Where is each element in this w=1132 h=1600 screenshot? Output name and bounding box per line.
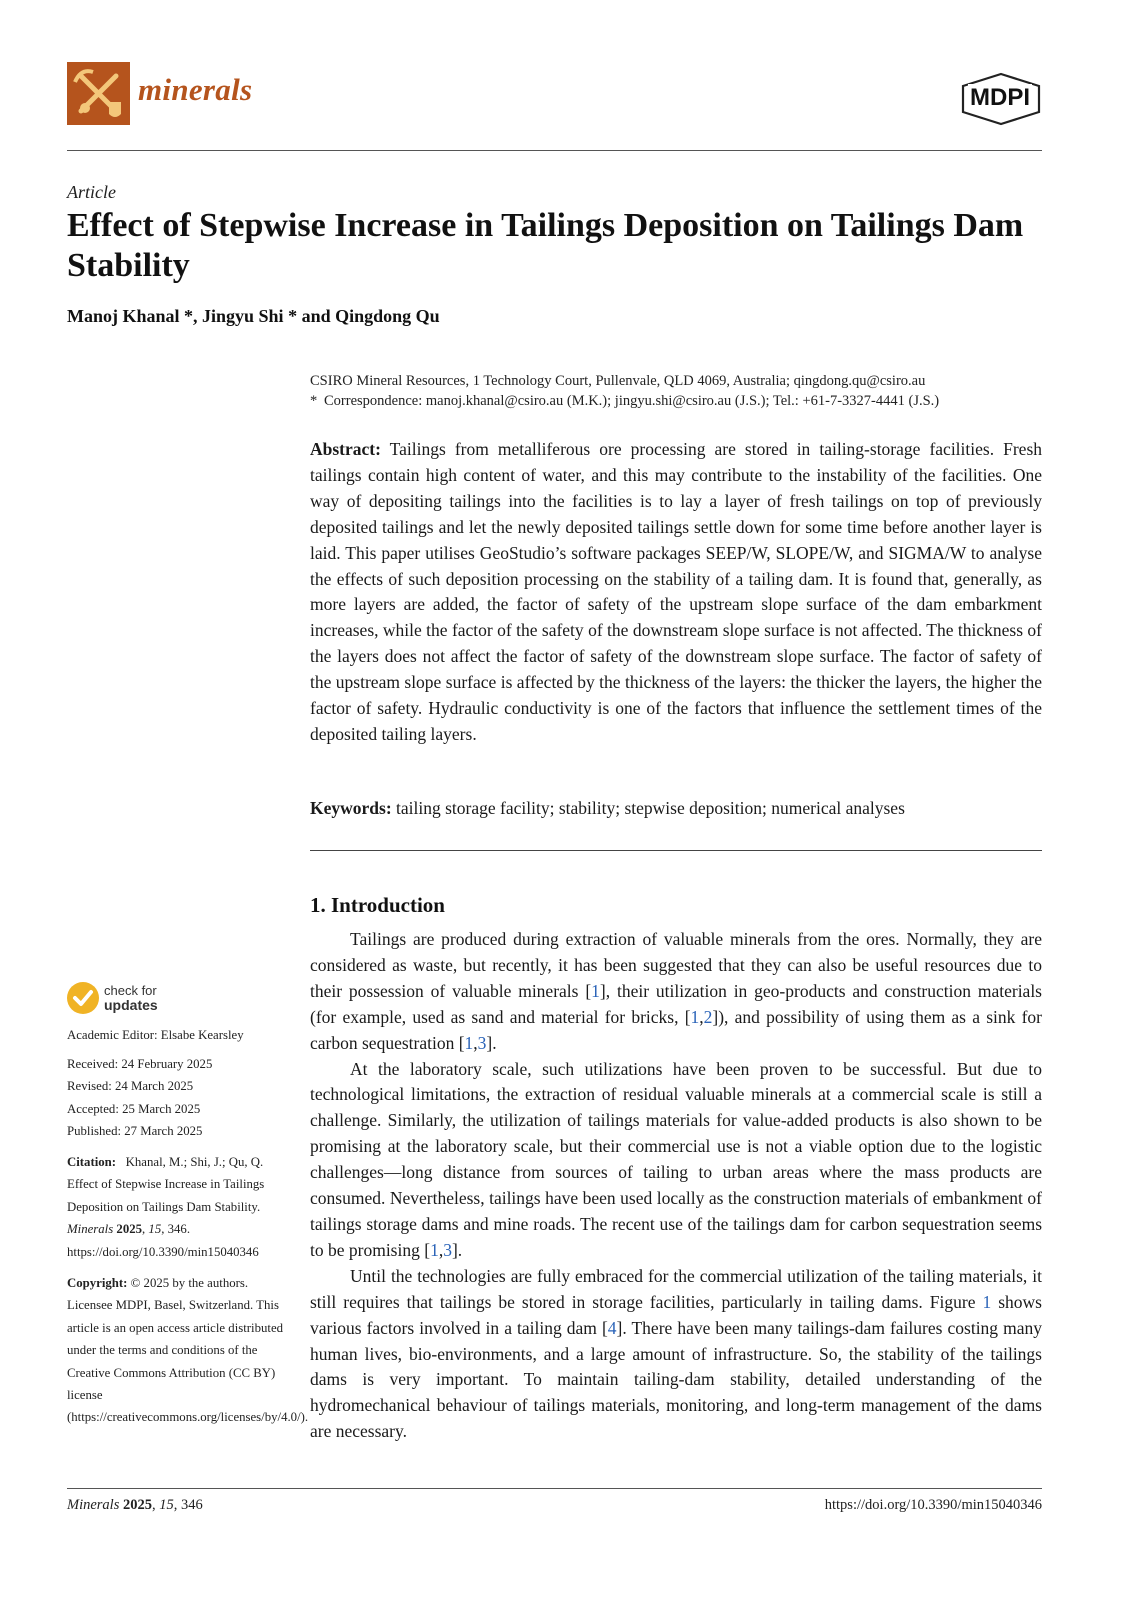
text: , xyxy=(438,1239,444,1260)
text: Tailings are produced during extraction of valuable minerals from the ores. Normally, they are considered as waste, but recently, it has been suggested that they can also be useful resources due to their possession of valuable minerals [ xyxy=(310,929,1042,1001)
text: Until the technologies are fully embraced for the commercial utilization of the tailing materials, it still requires that tailings be stored in storage facilities, particularly in tailing dams. Figure xyxy=(310,1265,1042,1312)
paper-title: Effect of Stepwise Increase in Tailings Deposition on Tailings Dam Stability xyxy=(67,207,1024,284)
citation-link[interactable]: 1 xyxy=(690,1006,700,1027)
check-icon xyxy=(67,982,99,1014)
correspondence-star: * xyxy=(310,393,318,409)
citation-journal: Minerals xyxy=(67,1222,114,1237)
citation-block: Citation: Khanal, M.; Shi, J.; Qu, Q. Effect of Stepwise Increase in Tailings Deposition on Tailings Dam Stability. Minerals 2025, 15, 346. https://doi.org/10.3390/min15040346 xyxy=(67,1155,265,1259)
footer-year: 2025 xyxy=(122,1497,152,1513)
abstract-label: Abstract: xyxy=(310,439,381,459)
received-date: Received: 24 February 2025 xyxy=(67,1057,213,1071)
citation-volume: 15 xyxy=(148,1222,162,1237)
citation-link[interactable]: 2 xyxy=(703,1006,713,1027)
academic-editor: Academic Editor: Elsabe Kearsley xyxy=(67,1028,244,1042)
text: ], their utilization in geo-products and construction materials (for example, used as sand and material for bricks, [ xyxy=(310,980,1042,1027)
section-heading-introduction: 1. Introduction xyxy=(310,893,445,917)
text: shows various factors involved in a tailing dam [ xyxy=(310,1291,1042,1338)
copyright-label: Copyright: xyxy=(67,1276,128,1290)
keywords xyxy=(310,796,1042,821)
mdpi-logo[interactable] xyxy=(960,72,1042,126)
header-divider xyxy=(67,150,1042,151)
introduction-body xyxy=(310,927,1042,1445)
footer-journal-citation: Minerals 2025, 15, 346 xyxy=(67,1497,203,1513)
abstract-text: Tailings from metalliferous ore processing are stored in tailing-storage facilities. Fresh tailings contain high content of water, and this may contribute to the instability of the facilities. One way of depositing tailings into the facilities is to lay a layer of fresh tailings on top of previously deposited tailings and let the newly deposited tailings settle down for some time before another layer is laid. This paper utilises GeoStudio’s software packages SEEP/W, SLOPE/W, and SIGMA/W to analyse the effects of such deposition processing on the stability of a tailing dam. It is found that, generally, as more layers are added, the factor of safety of the upstream slope surface of the dam embarkment increases, while the factor of the safety of the downstream slope surface is not affected. The thickness of the layers does not affect the factor of safety of the downstream slope surface. The factor of safety of the upstream slope surface is affected by the thickness of the layers: the thicker the layers, the higher the factor of safety. Hydraulic conductivity is one of the factors that influence the settlement times of the deposited tailing layers. xyxy=(310,439,1042,744)
publication-dates xyxy=(67,1053,289,1143)
copyright-text: © 2025 by the authors. Licensee MDPI, Basel, Switzerland. This article is an open access article distributed under the terms and conditions of the Creative Commons Attribution (CC BY) license (https://creativecommons.org/licenses/by/4.0/). xyxy=(67,1276,309,1425)
text: ]. xyxy=(451,1239,463,1260)
text: , xyxy=(473,1032,478,1053)
citation-link[interactable]: 1 xyxy=(430,1239,439,1260)
author-list: Manoj Khanal *, Jingyu Shi * and Qingdong Qu xyxy=(67,306,440,326)
published-date: Published: 27 March 2025 xyxy=(67,1124,203,1139)
text: ]), and possibility of using them as a sink for carbon sequestration [ xyxy=(310,1006,1042,1053)
correspondence-line xyxy=(310,391,1042,411)
accepted-date: Accepted: 25 March 2025 xyxy=(67,1101,201,1116)
affiliation-block xyxy=(310,371,1042,411)
footer-doi-link[interactable]: https://doi.org/10.3390/min15040346 xyxy=(824,1497,1042,1513)
article-type: Article xyxy=(67,182,116,202)
footer-divider xyxy=(67,1488,1042,1489)
section-divider xyxy=(310,850,1042,851)
figure-link[interactable]: 1 xyxy=(982,1291,992,1312)
footer-journal: Minerals xyxy=(67,1497,120,1513)
abstract xyxy=(310,437,1042,748)
revised-date: Revised: 24 March 2025 xyxy=(67,1079,194,1094)
affiliation-line xyxy=(310,371,1042,391)
journal-logo xyxy=(67,62,130,125)
correspondence-text: Correspondence: manoj.khanal@csiro.au (M.K.); jingyu.shi@csiro.au (J.S.); Tel.: +61-7-3327-4441 (J.S.) xyxy=(324,393,940,409)
footer-article-number: , 346 xyxy=(173,1497,203,1513)
mdpi-logo-text: MDPI xyxy=(970,84,1030,111)
copyright-block xyxy=(67,1272,309,1429)
citation-link[interactable]: 4 xyxy=(607,1317,617,1338)
journal-name[interactable]: minerals xyxy=(138,72,253,107)
citation-link[interactable]: 1 xyxy=(464,1032,474,1053)
citation-link[interactable]: 1 xyxy=(591,980,600,1001)
citation-year: 2025 xyxy=(116,1222,143,1237)
citation-link[interactable]: 3 xyxy=(443,1239,452,1260)
check-for-updates-badge[interactable] xyxy=(67,982,197,1016)
text: ]. xyxy=(486,1032,497,1053)
paragraph xyxy=(310,1264,1042,1445)
text: , xyxy=(699,1006,704,1027)
citation-link[interactable]: 3 xyxy=(477,1032,487,1053)
affiliation-text: CSIRO Mineral Resources, 1 Technology Court, Pullenvale, QLD 4069, Australia; qingdong.qu@csiro.au xyxy=(310,373,926,389)
citation-doi[interactable]: , 346. https://doi.org/10.3390/min15040346 xyxy=(67,1222,259,1259)
footer-volume: 15 xyxy=(159,1497,174,1513)
citation-text: Khanal, M.; Shi, J.; Qu, Q. Effect of Stepwise Increase in Tailings Deposition on Tailings Dam Stability. xyxy=(67,1155,265,1214)
paragraph xyxy=(310,1057,1042,1264)
keywords-text: tailing storage facility; stability; stepwise deposition; numerical analyses xyxy=(396,798,905,818)
check-updates-line2: updates xyxy=(104,997,158,1013)
keywords-label: Keywords: xyxy=(310,798,392,818)
text: At the laboratory scale, such utilizations have been proven to be successful. But due to technological limitations, the extraction of residual valuable minerals at a commercial scale is still a challenge. Similarly, the utilization of tailings materials for value-added products is also shown to be promising at the laboratory scale, but their commercial use is not a viable option due to the logistic challenges—long distance from sources of tailing to urban areas where the mass products are consumed. Nevertheless, tailings have been used locally as the construction materials of embankment of tailings storage dams and mine roads. The recent use of the tailings dam for carbon sequestration seems to be promising [ xyxy=(310,1058,1042,1260)
check-updates-line1: check for xyxy=(104,983,157,998)
pick-and-shovel-icon xyxy=(67,62,130,125)
citation-label: Citation: xyxy=(67,1155,117,1169)
paragraph xyxy=(310,927,1042,1057)
text: ]. There have been many tailings-dam failures costing many human lives, bio-environments, and a large amount of infrastructure. So, the stability of the tailings dams is very important. To maintain tailing-dam stability, detailed understanding of the hydromechanical behaviour of tailings materials, monitoring, and long-term management of the dams are necessary. xyxy=(310,1317,1042,1442)
